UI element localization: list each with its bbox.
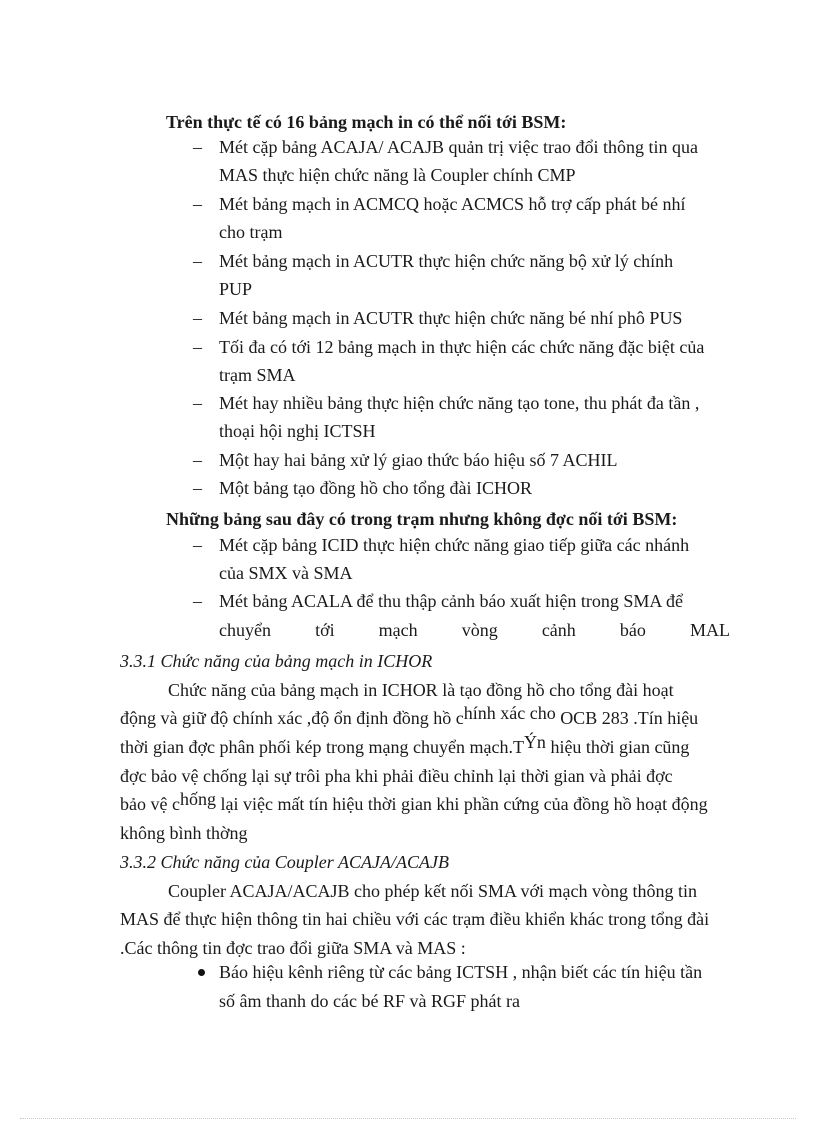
list-item-text: Một bảng tạo đồng hồ cho tổng đài ICHOR [219, 478, 532, 498]
paragraph-line [120, 789, 708, 815]
paragraph-line: đợc bảo vệ chống lại sự trôi pha khi phải điều chỉnh lại thời gian và phải đợc [120, 766, 673, 786]
dash-bullet: – [193, 535, 202, 555]
text-run: bảo vệ c [120, 794, 180, 814]
raised-text-run: hính xác cho [463, 703, 556, 723]
list-item-text: Mét hay nhiều bảng thực hiện chức năng tạo tone, thu phát đa tần , [219, 393, 700, 413]
list-item-text-continued: của SMX và SMA [219, 563, 353, 583]
list-item-text: Mét bảng mạch in ACUTR thực hiện chức năng bé nhí phô PUS [219, 308, 683, 328]
paragraph-line: .Các thông tin đợc trao đổi giữa SMA và MAS : [120, 938, 466, 958]
list-item-text: Mét bảng mạch in ACMCQ hoặc ACMCS hỗ trợ cấp phát bé nhí [219, 194, 686, 214]
list-item-text-continued: cho trạm [219, 222, 283, 242]
paragraph-line [120, 732, 690, 758]
list-item-text: Mét bảng ACALA để thu thập cảnh báo xuất hiện trong SMA để [219, 591, 683, 611]
word: cảnh [541, 620, 576, 640]
dash-bullet: – [193, 308, 202, 328]
word: mạch [378, 620, 418, 640]
round-bullet-icon [198, 969, 205, 976]
section-title-ichor: 3.3.1 Chức năng của bảng mạch in ICHOR [120, 651, 433, 671]
list-item-text-continued: MAS thực hiện chức năng là Coupler chính CMP [219, 165, 576, 185]
text-run: OCB 283 .Tín hiệu [555, 708, 699, 728]
paragraph-line: Coupler ACAJA/ACAJB cho phép kết nối SMA với mạch vòng thông tin [168, 881, 698, 901]
word: tới [315, 620, 335, 640]
section-title-coupler: 3.3.2 Chức năng của Coupler ACAJA/ACAJB [120, 852, 449, 872]
paragraph-line: không bình thờng [120, 823, 248, 843]
raised-text-run: Ýn [523, 732, 546, 752]
raised-text-run: hống [179, 789, 216, 809]
list-item-justified-line [219, 619, 730, 641]
word: chuyển [219, 620, 271, 640]
word: báo [619, 620, 646, 640]
paragraph-line: Chức năng của bảng mạch in ICHOR là tạo đồng hồ cho tổng đài hoạt [168, 680, 674, 700]
text-run: thời gian đợc phân phối kép trong mạng chuyển mạch.T [120, 737, 524, 757]
list-item-text-continued: trạm SMA [219, 365, 296, 385]
list-item-text: Mét bảng mạch in ACUTR thực hiện chức năng bộ xử lý chính [219, 251, 674, 271]
dash-bullet: – [193, 591, 202, 611]
dash-bullet: – [193, 450, 202, 470]
section-heading-not-connected: Những bảng sau đây có trong trạm nhưng không đợc nối tới BSM: [166, 509, 678, 529]
dash-bullet: – [193, 478, 202, 498]
paragraph-line [120, 703, 699, 729]
list-item-text: Mét cặp bảng ACAJA/ ACAJB quản trị việc trao đổi thông tin qua [219, 137, 698, 157]
page-bottom-rule [20, 1118, 796, 1119]
list-item-text: Mét cặp bảng ICID thực hiện chức năng giao tiếp giữa các nhánh [219, 535, 690, 555]
list-item-text: Một hay hai bảng xử lý giao thức báo hiệu số 7 ACHIL [219, 450, 618, 470]
bullet-item-text-continued: số âm thanh do các bé RF và RGF phát ra [219, 991, 520, 1011]
bullet-item-text: Báo hiệu kênh riêng từ các bảng ICTSH , nhận biết các tín hiệu tần [219, 962, 703, 982]
list-item-text-continued: PUP [219, 279, 253, 299]
dash-bullet: – [193, 337, 202, 357]
text-run: lại việc mất tín hiệu thời gian khi phần cứng của đồng hồ hoạt động [215, 794, 708, 814]
text-run: động và giữ độ chính xác ,độ ổn định đồng hồ c [120, 708, 464, 728]
word: MAL [689, 620, 730, 640]
text-run: hiệu thời gian cũng [545, 737, 690, 757]
dash-bullet: – [193, 251, 202, 271]
paragraph-line: MAS để thực hiện thông tin hai chiều với các trạm điều khiển khác trong tổng đài [120, 909, 710, 929]
list-item-text: Tối đa có tới 12 bảng mạch in thực hiện các chức năng đặc biệt của [219, 337, 705, 357]
section-heading-pcb-count: Trên thực tế có 16 bảng mạch in có thể nối tới BSM: [166, 112, 567, 132]
dash-bullet: – [193, 393, 202, 413]
dash-bullet: – [193, 137, 202, 157]
dash-bullet: – [193, 194, 202, 214]
list-item-text-continued: thoại hội nghị ICTSH [219, 421, 376, 441]
word: vòng [461, 620, 498, 640]
